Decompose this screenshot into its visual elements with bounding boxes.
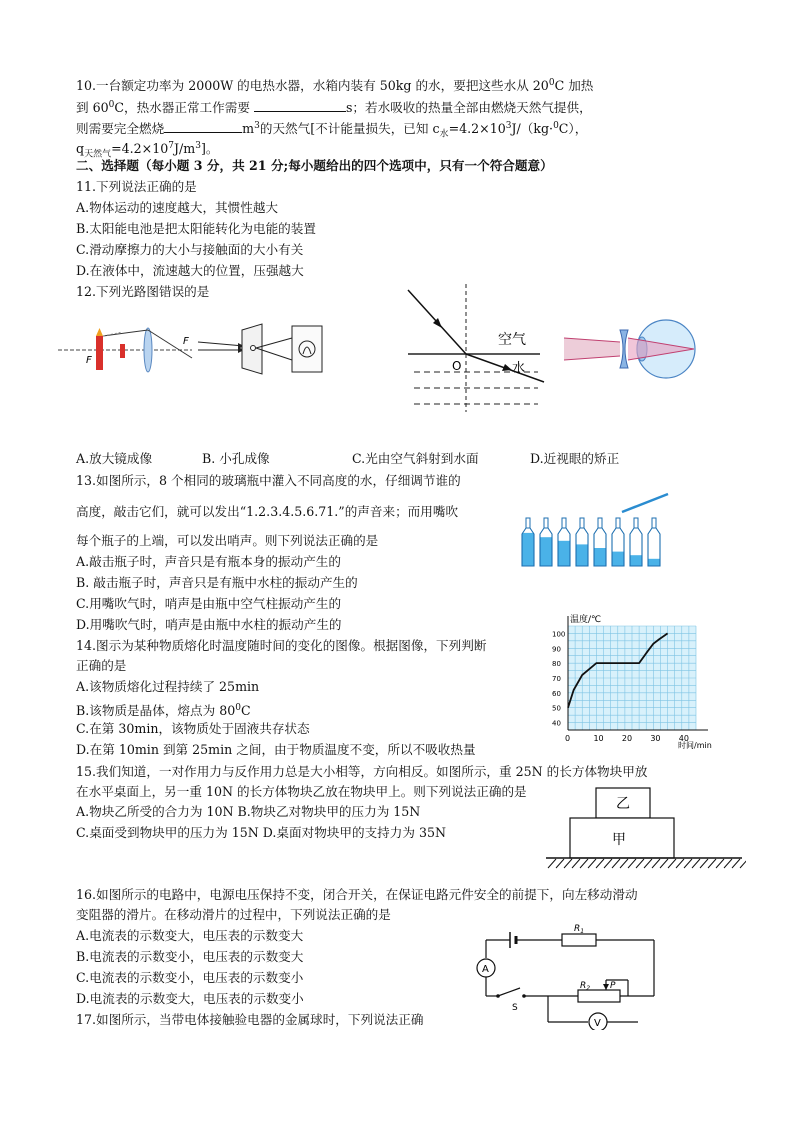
q14-option-a[interactable]: A.该物质熔化过程持续了 25min [76, 679, 260, 694]
striking-stick [622, 494, 668, 512]
bottle [612, 518, 624, 566]
svg-text:P: P [610, 981, 616, 991]
q13-option-c[interactable]: C.用嘴吹气时，哨声是由瓶中空气柱振动产生的 [76, 596, 342, 611]
hatch-line [708, 859, 716, 868]
magnifier-figure [56, 318, 194, 376]
image-candle [120, 344, 125, 358]
q10-line-1: 10.一台额定功率为 2000W 的电热水器，水箱内装有 50kg 的水，要把这些水从 $20^0C$ 加热 [76, 78, 594, 94]
hatch-line [644, 859, 652, 868]
q12-option-d[interactable]: D.近视眼的矫正 [530, 451, 620, 466]
q15-line-2: 在水平桌面上，另一重 10N 的长方体物块乙放在物块甲上。则下列说法正确的是 [76, 784, 527, 799]
q15-options-ab[interactable]: A.物块乙所受的合力为 10N B.物块乙对物块甲的压力为 15N [76, 804, 421, 819]
q11-stem: 11.下列说法正确的是 [76, 179, 197, 194]
bottle [648, 518, 660, 566]
q16-line-2: 变阻器的滑片。在移动滑片的过程中，下列说法正确的是 [76, 907, 391, 922]
bottle [630, 518, 642, 566]
svg-text:R2: $R_2$ [580, 981, 591, 992]
convex-lens [144, 328, 152, 372]
q16-option-a[interactable]: A.电流表的示数变大，电压表的示数变大 [76, 928, 304, 943]
chart-x-tick: 20 [621, 734, 633, 743]
answer-blank-2[interactable] [164, 119, 242, 133]
hatch-line [572, 859, 580, 868]
q14-option-d[interactable]: D.在第 10min 到第 25min 之间，由于物质温度不变，所以不吸收热量 [76, 742, 476, 757]
q15-line-1: 15.我们知道，一对作用力与反作用力总是大小相等，方向相反。如图所示，重 25N 的长方体物块甲放 [76, 764, 648, 779]
svg-text:R1: $R_1$ [574, 924, 585, 935]
answer-blank-1[interactable] [254, 98, 346, 112]
svg-text:水: 水 [512, 361, 526, 376]
resistor-r1 [562, 934, 596, 946]
q16-option-b[interactable]: B.电流表的示数变小，电压表的示数变大 [76, 949, 304, 964]
pinhole-figure [196, 318, 368, 376]
chart-y-tick: 40 [552, 719, 561, 728]
svg-text:乙: 乙 [616, 796, 630, 812]
bottle [576, 518, 588, 566]
svg-text:空气: 空气 [498, 332, 526, 348]
circuit-figure [468, 918, 668, 1030]
switch [498, 988, 520, 996]
hatch-line [676, 859, 684, 868]
bottles-figure [518, 490, 670, 568]
rheostat-r2 [578, 990, 620, 1002]
section-2-heading: 二、选择题（每小题 3 分，共 21 分;每小题给出的四个选项中，只有一个符合题意） [76, 158, 553, 173]
q13-line-3: 每个瓶子的上端，可以发出哨声。则下列说法正确的是 [76, 533, 379, 548]
chart-x-tick: 30 [650, 734, 661, 743]
hatch-line [732, 859, 740, 868]
hatch-line [620, 859, 628, 868]
hatch-line [668, 859, 676, 868]
svg-text:F: F [183, 336, 189, 347]
hatch-line [628, 859, 636, 868]
screen [292, 326, 322, 372]
q13-option-a[interactable]: A.敲击瓶子时，声音只是有瓶本身的振动产生的 [76, 554, 341, 569]
q12-option-c[interactable]: C.光由空气斜射到水面 [352, 451, 479, 466]
q11-option-d[interactable]: D.在液体中，流速越大的位置，压强越大 [76, 263, 304, 278]
q14-line-2: 正确的是 [76, 658, 127, 673]
hatch-line [724, 859, 732, 868]
q15-options-cd[interactable]: C.桌面受到物块甲的压力为 15N D.桌面对物块甲的支持力为 35N [76, 825, 447, 840]
hatch-line [700, 859, 708, 868]
bottle [558, 518, 570, 566]
chart-x-tick: 40 [678, 734, 689, 743]
q13-line-1: 13.如图所示，8 个相同的玻璃瓶中灌入不同高度的水，仔细调节谁的 [76, 473, 461, 488]
myopia-figure [562, 316, 714, 380]
q12-option-a[interactable]: A.放大镜成像 [76, 451, 153, 466]
q14-option-b[interactable]: B.该物质是晶体，熔点为 $80^0C$ [76, 703, 251, 719]
hatch-line [740, 859, 746, 868]
chart-y-tick: 70 [552, 675, 561, 683]
q11-option-a[interactable]: A.物体运动的速度越大，其惯性越大 [76, 200, 279, 215]
chart-y-tick: 90 [552, 645, 561, 654]
chart-y-tick: 60 [552, 689, 561, 698]
q16-option-c[interactable]: C.电流表的示数变小，电压表的示数变小 [76, 970, 304, 985]
hatch-line [604, 859, 612, 868]
hatch-line [692, 859, 700, 868]
bottle [522, 518, 534, 566]
q13-option-b[interactable]: B. 敲击瓶子时，声音只是有瓶中水柱的振动产生的 [76, 575, 358, 590]
svg-text:F: F [86, 355, 92, 366]
q11-option-b[interactable]: B.太阳能电池是把太阳能转化为电能的装置 [76, 221, 316, 236]
svg-text:O: O [452, 359, 462, 373]
hatch-line [580, 859, 588, 868]
hatch-line [612, 859, 620, 868]
svg-text:V: V [594, 1018, 601, 1029]
q10-line-4: $q_{天然气}=4.2\times 10^7J/m^3$]。 [76, 141, 219, 160]
q16-option-d[interactable]: D.电流表的示数变大，电压表的示数变小 [76, 991, 304, 1006]
q13-option-d[interactable]: D.用嘴吹气时，哨声是由瓶中水柱的振动产生的 [76, 617, 342, 632]
hatch-line [636, 859, 644, 868]
chart-x-tick: 10 [593, 734, 604, 743]
hatch-line [564, 859, 572, 868]
hatch-line [716, 859, 724, 868]
svg-text:A: A [482, 964, 489, 975]
chart-x-label: 时间/min [678, 741, 712, 750]
chart-y-label: 温度/℃ [570, 615, 602, 625]
svg-text:甲: 甲 [612, 832, 626, 848]
hatch-line [660, 859, 668, 868]
q12-stem: 12.下列光路图错误的是 [76, 284, 210, 299]
refraction-figure [400, 282, 548, 414]
chart-y-tick: 50 [552, 704, 561, 713]
chart-y-tick: 100 [552, 630, 566, 639]
q16-line-1: 16.如图所示的电路中，电源电压保持不变，闭合开关，在保证电路元件安全的前提下，向左移动滑动 [76, 887, 638, 902]
hatch-line [652, 859, 660, 868]
q14-option-c[interactable]: C.在第 30min，该物质处于固液共存状态 [76, 721, 310, 736]
hatch-line [684, 859, 692, 868]
q13-line-2: 高度，敲击它们，就可以发出“1.2.3.4.5.6.71.”的声音来；而用嘴吹 [76, 504, 459, 519]
bottle [594, 518, 606, 566]
bottle [540, 518, 552, 566]
hatch-line [588, 859, 596, 868]
hatch-line [548, 859, 556, 868]
q17-stem: 17.如图所示，当带电体接触验电器的金属球时，下列说法正确 [76, 1012, 424, 1027]
q10-line-2: 到 $60^0C$，热水器正常工作需要 s；若水吸收的热量全部由燃烧天然气提供， [76, 100, 592, 116]
hatch-line [596, 859, 604, 868]
chart-x-tick: 0 [565, 734, 571, 743]
q10-line-3: 则需要完全燃烧 $m^3$的天然气[不计能量损失，已知 $c_水=4.2\times 10^3J/(kg\cdot^0C)$， [76, 121, 588, 140]
chart-y-tick: 80 [552, 660, 561, 669]
q12-option-b[interactable]: B. 小孔成像 [202, 451, 270, 466]
blocks-figure [546, 784, 746, 870]
melting-chart [540, 612, 716, 752]
concave-lens [620, 330, 628, 368]
svg-text:S: S [512, 1003, 518, 1013]
hatch-line [556, 859, 564, 868]
q11-option-c[interactable]: C.滑动摩擦力的大小与接触面的大小有关 [76, 242, 304, 257]
object-candle [96, 336, 103, 370]
q14-line-1: 14.图示为某种物质熔化时温度随时间的变化的图像。根据图像，下列判断 [76, 638, 487, 653]
